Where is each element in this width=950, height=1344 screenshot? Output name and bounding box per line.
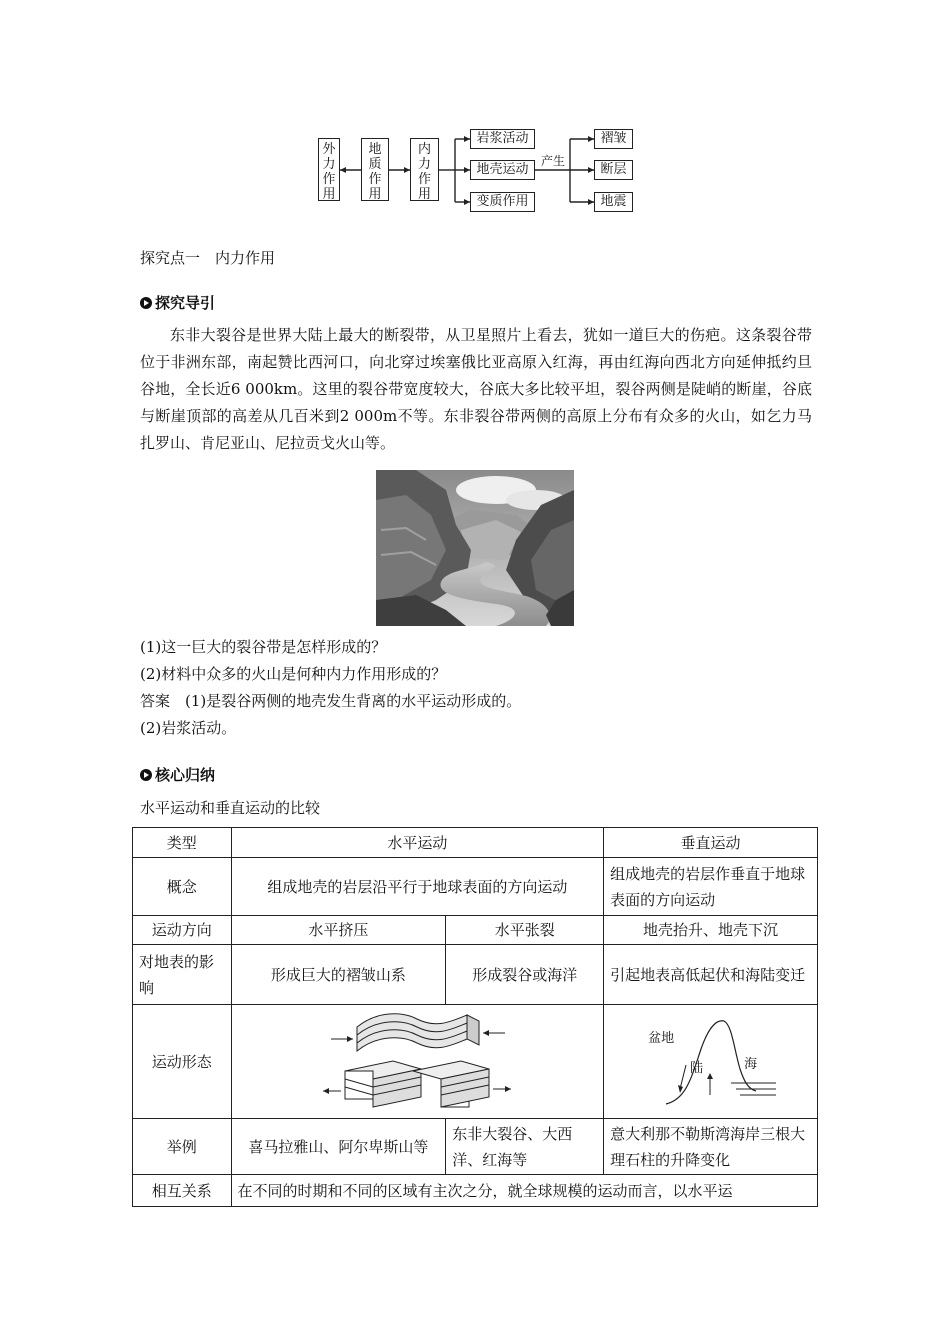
direction-stretch: 水平张裂 (446, 916, 604, 945)
section-title: 探究点一 内力作用 (140, 249, 276, 267)
earthquake-box (594, 192, 633, 212)
example-stretch: 东非大裂谷、大西洋、红海等 (446, 1119, 604, 1175)
geologic-process-label: 地质作用 (368, 142, 382, 202)
table-row (133, 945, 818, 1005)
external-force-box (318, 138, 340, 201)
table-row (133, 1175, 818, 1207)
header-type: 类型 (133, 828, 232, 858)
fault-box (594, 160, 633, 180)
crustal-movement-label: 地壳运动 (476, 162, 529, 177)
crustal-movement-box (470, 160, 535, 180)
fold-label: 褶皱 (600, 131, 627, 146)
table-row (133, 1119, 818, 1175)
question-2: (2)材料中众多的火山是何种内力作用形成的？ (140, 665, 447, 683)
guide-heading (140, 292, 215, 313)
row-concept-label: 概念 (133, 858, 232, 916)
produce-label: 产生 (541, 154, 566, 168)
magma-activity-box (470, 129, 535, 149)
concept-vertical: 组成地壳的岩层作垂直于地球表面的方向运动 (604, 858, 818, 916)
core-heading-text: 核心归纳 (155, 766, 216, 784)
metamorphism-box (470, 192, 535, 212)
table-row (133, 916, 818, 945)
table-row (133, 858, 818, 916)
answer-1: 答案 (1)是裂谷两侧的地壳发生背离的水平运动形成的。 (140, 692, 522, 710)
row-relation-label: 相互关系 (133, 1175, 232, 1207)
magma-activity-label: 岩浆活动 (476, 131, 529, 146)
geologic-process-box (361, 138, 389, 201)
row-effect-label: 对地表的影响 (133, 945, 232, 1005)
row-direction-label: 运动方向 (133, 916, 232, 945)
core-heading (140, 764, 215, 785)
earthquake-label: 地震 (600, 194, 627, 209)
external-force-label: 外力作用 (322, 142, 336, 202)
direction-squeeze: 水平挤压 (231, 916, 446, 945)
example-vertical: 意大利那不勒斯湾海岸三根大理石柱的升降变化 (604, 1119, 818, 1175)
direction-vertical: 地壳抬升、地壳下沉 (604, 916, 818, 945)
effect-squeeze: 形成巨大的褶皱山系 (231, 945, 446, 1005)
core-subtitle: 水平运动和垂直运动的比较 (140, 799, 321, 817)
table-row (133, 1005, 818, 1119)
internal-force-label: 内力作用 (417, 142, 431, 202)
header-horizontal: 水平运动 (231, 828, 604, 858)
play-circle-icon (140, 769, 152, 781)
metamorphism-label: 变质作用 (476, 194, 529, 209)
sea-label: 海 (744, 1057, 758, 1072)
row-form-label: 运动形态 (133, 1005, 232, 1119)
relation-text: 在不同的时期和不同的区域有主次之分，就全球规模的运动而言，以水平运 (231, 1175, 817, 1207)
vertical-movement-illustration (636, 1009, 786, 1115)
horizontal-movement-illustration (317, 1009, 517, 1115)
header-vertical: 垂直运动 (604, 828, 818, 858)
basin-label: 盆地 (648, 1031, 675, 1046)
effect-stretch: 形成裂谷或海洋 (446, 945, 604, 1005)
horizontal-form-cell (231, 1005, 604, 1119)
guide-heading-text: 探究导引 (155, 294, 216, 312)
fault-label: 断层 (600, 162, 627, 177)
row-example-label: 举例 (133, 1119, 232, 1175)
effect-vertical: 引起地表高低起伏和海陆变迁 (604, 945, 818, 1005)
internal-force-box (410, 138, 439, 201)
play-circle-icon (140, 297, 152, 309)
question-1: (1)这一巨大的裂谷带是怎样形成的？ (140, 638, 387, 656)
example-squeeze: 喜马拉雅山、阿尔卑斯山等 (231, 1119, 446, 1175)
land-label: 陆 (690, 1061, 704, 1076)
rift-valley-photo (376, 470, 574, 626)
concept-horizontal: 组成地壳的岩层沿平行于地球表面的方向运动 (231, 858, 604, 916)
vertical-form-cell (604, 1005, 818, 1119)
table-row (133, 828, 818, 858)
movement-comparison-table (132, 827, 818, 1207)
fold-box (594, 129, 633, 149)
guide-paragraph: 东非大裂谷是世界大陆上最大的断裂带，从卫星照片上看去，犹如一道巨大的伤疤。这条裂谷带位于非洲东部，南起赞比西河口，向北穿过埃塞俄比亚高原入红海，再由红海向西北方向延伸抵约旦谷地，全长近6 000km。这里的裂谷带宽度较大，谷底大多比较平坦，裂谷两侧是陡峭的断崖，谷底与断崖顶部的高差从几百米到2 000m不等。东非裂谷带两侧的高原上分布有众多的火山，如乞力马扎罗山、肯尼亚山、尼拉贡戈火山等。 (140, 326, 812, 452)
answer-2: (2)岩浆活动。 (140, 719, 237, 737)
